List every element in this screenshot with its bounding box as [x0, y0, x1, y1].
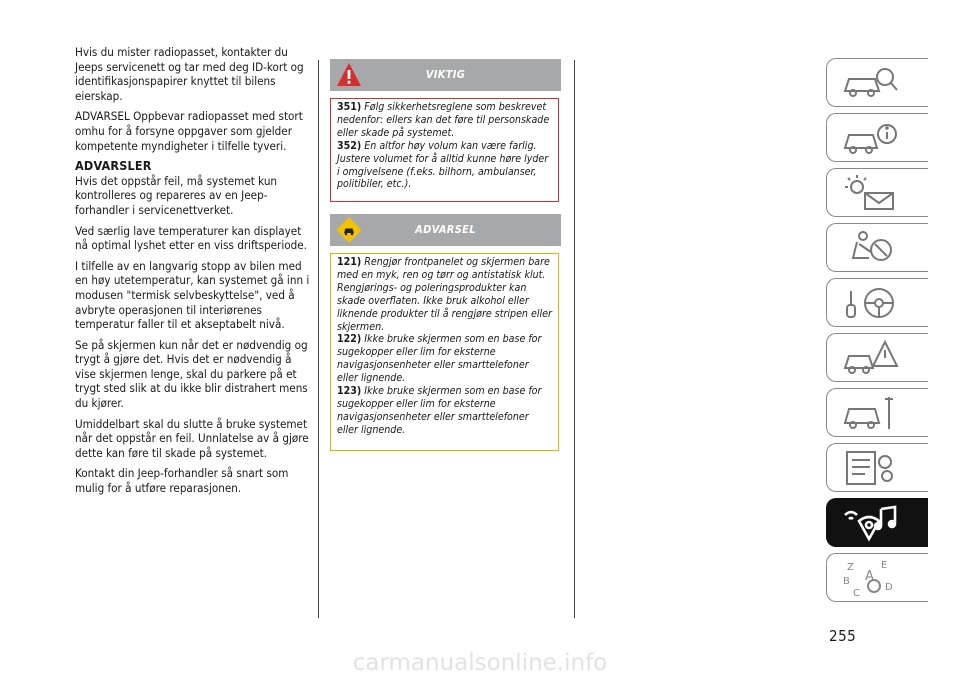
left-column — [75, 45, 310, 502]
airbag-seat-icon — [841, 228, 901, 268]
paragraph-contact-dealer: Kontakt din Jeep-forhandler så snart som mulig for å utføre reparasjonen. — [75, 466, 289, 496]
tab-multimedia[interactable] — [826, 498, 928, 547]
advarsel-entry: 123) Ikke bruke skjermen som en base for sugekopper eller lim for eksterne navigasjonsenheter eller smarttelefoner eller lignende. — [337, 385, 542, 436]
viktig-entry: 352) En altfor høy volum kan være farlig. Justere volumet for å alltid kunne høre lyder i omgivelsene (f.eks. bilhorn, ambulanser, politibiler, etc.). — [337, 139, 549, 191]
tab-car-maintenance[interactable] — [826, 388, 928, 437]
advarsel-entry: 122) Ikke bruke skjermen som en base for sugekopper eller lim for eksterne navigasjonsenheter eller smarttelefoner eller lignende. — [337, 333, 542, 385]
paragraph-faults: Hvis det oppstår feil, må systemet kun kontrolleres og repareres av en Jeep-forhandler i servicenettverket. — [75, 173, 278, 217]
car-maintenance-icon — [841, 393, 901, 433]
tab-car-search[interactable] — [826, 58, 928, 107]
paragraph-screen-safety: Se på skjermen kun når det er nødvendig og trygt å gjøre det. Hvis det er nødvendig å vise skjermen lenge, skal du parkere på et trygt sted slik at du ikke blir distrahert mens du kjører. — [75, 337, 308, 411]
tab-warning-lights[interactable] — [826, 168, 928, 217]
page-number: 255 — [829, 627, 857, 645]
warning-lights-icon — [841, 173, 901, 213]
column-divider-right — [574, 60, 575, 618]
viktig-entry: 351) Følg sikkerhetsreglene som beskrevet nedenfor: ellers kan det føre til personskade eller skade på systemet. — [337, 101, 550, 139]
advarsel-title: ADVARSEL — [415, 223, 476, 236]
multimedia-icon — [841, 503, 901, 543]
svg-text:A: A — [865, 569, 874, 584]
paragraph-stop-using: Umiddelbart skal du slutte å bruke systemet når det oppstår en feil. Unnlatelse av å gjøre dette kan føre til skade på systemet. — [75, 416, 309, 460]
road-emergency-icon — [841, 338, 901, 378]
watermark: carmanualsonline.info — [352, 650, 608, 676]
index-az-icon — [841, 558, 901, 598]
svg-text:Z: Z — [847, 562, 854, 573]
technical-data-icon — [841, 448, 901, 488]
svg-text:B: B — [843, 576, 850, 587]
svg-text:E: E — [881, 560, 888, 571]
svg-text:C: C — [853, 588, 860, 598]
advarsel-body — [330, 253, 559, 451]
tab-road-emergency[interactable] — [826, 333, 928, 382]
paragraph-lost-radio-pass: Hvis du mister radiopasset, kontakter du Jeeps servicenett og tar med deg ID-kort og identifikasjonspapirer knyttet til bilens eierskap. — [75, 45, 304, 103]
steering-wheel-icon — [841, 283, 901, 323]
tab-technical-data[interactable] — [826, 443, 928, 492]
heading-warnings: ADVARSLER — [75, 158, 152, 174]
viktig-title: VIKTIG — [425, 68, 466, 81]
car-search-icon — [841, 63, 901, 103]
viktig-body — [330, 98, 559, 202]
car-info-icon — [841, 118, 901, 158]
viktig-header — [330, 59, 561, 91]
advarsel-header — [330, 214, 561, 246]
paragraph-low-temperature: Ved særlig lave temperaturer kan displayet nå optimal lyshet etter en viss driftsperiode. — [75, 223, 307, 253]
advarsel-entry: 121) Rengjør frontpanelet og skjermen bare med en myk, ren og tørr og antistatisk klut. Rengjørings- og poleringsprodukter kan skade overflaten. Ikke bruk alkohol eller liknende produkter til å rengjøre stripen eller skjermen. — [337, 256, 552, 333]
svg-text:D: D — [885, 582, 893, 593]
tab-airbag-seat[interactable] — [826, 223, 928, 272]
tab-index[interactable] — [826, 553, 928, 602]
tab-car-info[interactable] — [826, 113, 928, 162]
column-divider-left — [318, 60, 319, 618]
tab-steering-wheel[interactable] — [826, 278, 928, 327]
paragraph-thermal-protection: I tilfelle av en langvarig stopp av bilen med en høy utetemperatur, kan systemet gå inn i modusen "termisk selvbeskyttelse", ved å avbryte operasjonen til interiørenes temperatur faller til et akseptabelt nivå. — [75, 258, 310, 332]
paragraph-store-radio-pass: ADVARSEL Oppbevar radiopasset med stort omhu for å forsyne oppgaver som gjelder kompetente myndigheter i tilfelle tyveri. — [75, 109, 303, 153]
